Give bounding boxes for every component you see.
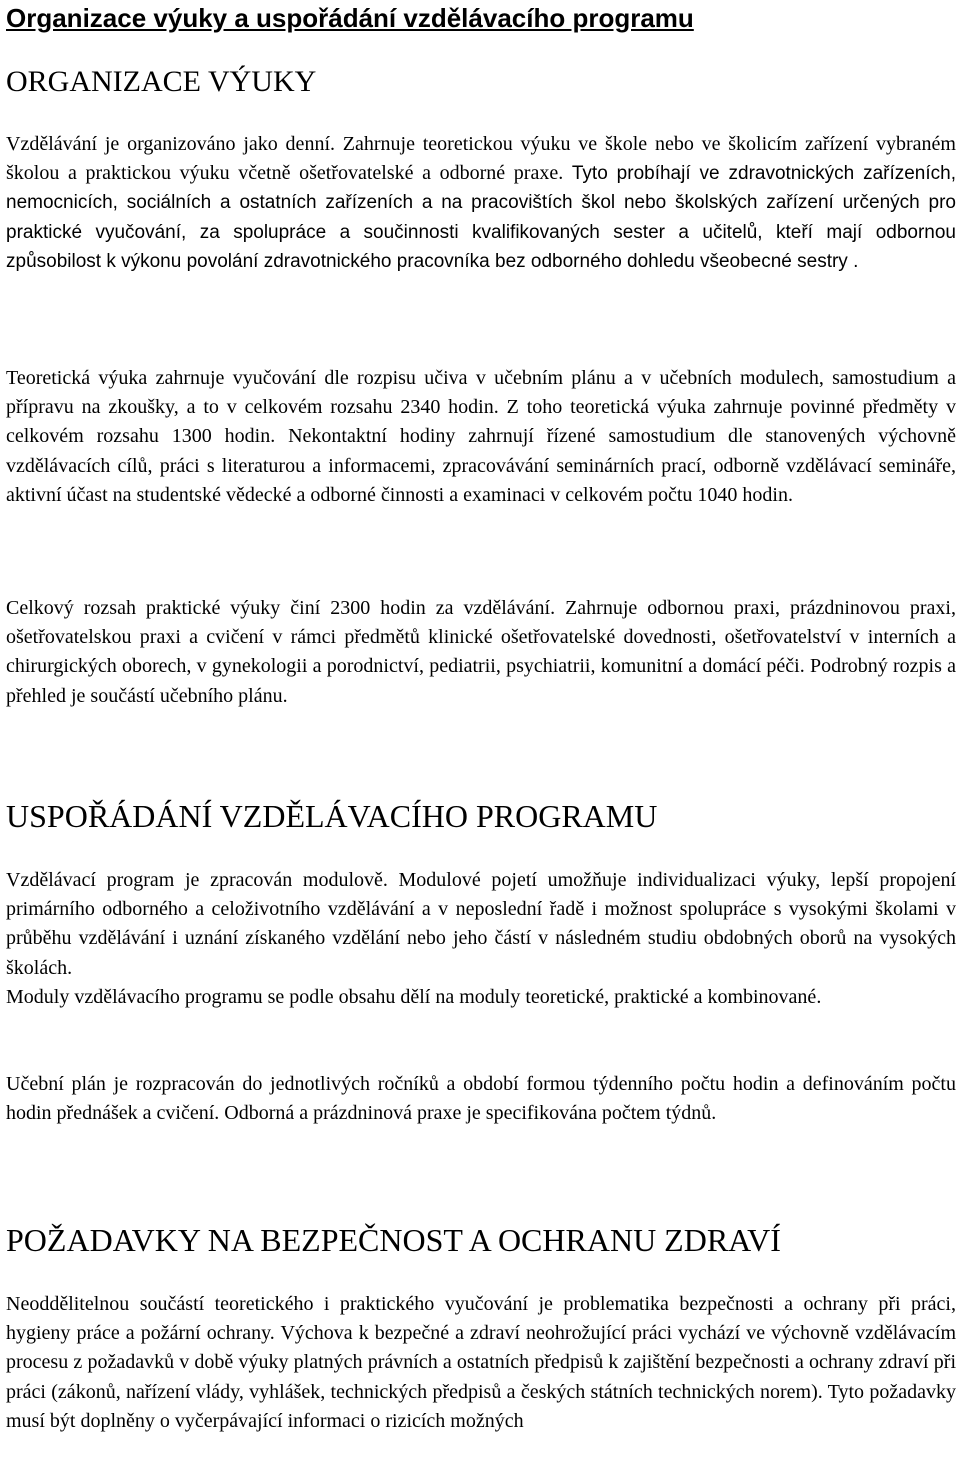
- paragraph-ucebni-plan: Učební plán je rozpracován do jednotlivých ročníků a období formou týdenního počtu hodin a definováním počtu hodin přednášek a cvičení. Odborná a prázdninová praxe je specifikována počtem týdnů.: [6, 1073, 956, 1125]
- document-title: Organizace výuky a uspořádání vzdělávacího programu: [6, 3, 694, 33]
- paragraph-organizace-sans: Tyto probíhají ve zdravotnických zařízeních, nemocnicích, sociálních a ostatních zařízeních a na pracovištích škol nebo školských zařízení určených pro praktické vyučování, za spolupráce a součinnosti kvalifikovaných sester a učitelů, kteří mají odbornou způsobilost k výkonu povolání zdravotnického pracovníka bez odborného dohledu všeobecné sestry .: [6, 163, 957, 272]
- paragraph-teoreticka-vyuka: Teoretická výuka zahrnuje vyučování dle rozpisu učiva v učebním plánu a v učebních modulech, samostudium a přípravu na zkoušky, a to v celkovém rozsahu 2340 hodin. Z toho teoretická výuka zahrnuje povinné předměty v celkovém rozsahu 1300 hodin. Nekontaktní hodiny zahrnují řízené samostudium dle stanovených výchovně vzdělávacích cílů, práci s literaturou a informacemi, zpracovávání seminárních prací, odborně vzdělávací semináře, aktivní účast na studentské vědecké a odborné činnosti a examinaci v celkovém počtu 1040 hodin.: [6, 367, 956, 506]
- paragraph-organizace: [6, 130, 956, 276]
- section-heading-bezpecnost: POŽADAVKY NA BEZPEČNOST A OCHRANU ZDRAVÍ: [6, 1222, 781, 1258]
- section-heading-usporadani-programu: USPOŘÁDÁNÍ VZDĚLÁVACÍHO PROGRAMU: [6, 798, 658, 834]
- section-heading-organizace-vyuky: ORGANIZACE VÝUKY: [6, 65, 317, 98]
- paragraph-prakticka-vyuka: Celkový rozsah praktické výuky činí 2300 hodin za vzdělávání. Zahrnuje odbornou praxi, prázdninovou praxi, ošetřovatelskou praxi a cvičení v rámci předmětů klinické ošetřovatelské dovednosti, ošetřovatelství v interních a chirurgických oborech, v gynekologii a porodnictví, pediatrii, psychiatrii, komunitní a domácí péči. Podrobný rozpis a přehled je součástí učebního plánu.: [6, 597, 956, 707]
- paragraph-modulove-pojeti-b: Moduly vzdělávacího programu se podle obsahu dělí na moduly teoretické, praktické a kombinované.: [6, 985, 822, 1008]
- paragraph-bezpecnost: Neoddělitelnou součástí teoretického i praktického vyučování je problematika bezpečnosti a ochrany při práci, hygieny práce a požární ochrany. Výchova k bezpečné a zdraví neohrožující práci vychází ve výchovně vzdělávacím procesu z požadavků v době výuky platných právních a ostatních předpisů k zajištění bezpečnosti a ochrany zdraví při práci (zákonů, nařízení vlády, vyhlášek, technických předpisů a českých státních technických norem). Tyto požadavky musí být doplněny o vyčerpávající informaci o rizicích možných: [6, 1293, 956, 1432]
- paragraph-organizace-serif: Vzdělávání je organizováno jako denní. Zahrnuje teoretickou výuku ve škole nebo ve školicím zařízení vybraném školou a praktickou výuku včetně ošetřovatelské a odborné praxe.: [6, 133, 956, 185]
- paragraph-modulove-pojeti-a: Vzdělávací program je zpracován modulově. Modulové pojetí umožňuje individualizaci výuky, lepší propojení primárního odborného a celoživotního vzdělávání a v neposlední řadě i možnost spolupráce s vysokými školami v průběhu vzdělávání i uznání získaného vzdělání nebo jeho částí v následném studiu obdobných oborů na vysokých školách.: [6, 869, 956, 979]
- paragraph-modulove-pojeti: [6, 866, 956, 1012]
